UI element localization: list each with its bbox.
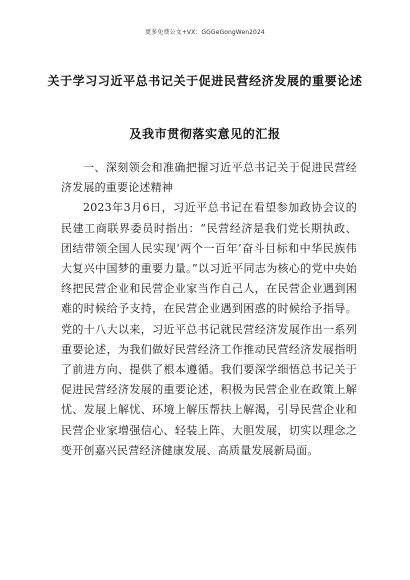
- document-title-line-1: 关于学习习近平总书记关于促进民营经济发展的重要论述: [47, 74, 363, 88]
- section-heading: 一、深刻领会和准确把握习近平总书记关于促进民营经济发展的重要论述精神: [61, 161, 357, 195]
- document-body: [61, 158, 357, 461]
- document-title-line-2: 及我市贯彻落实意见的汇报: [129, 127, 281, 141]
- paragraph: 2023年3月6日，习近平总书记在看望参加政协会议的民建工商联界委员时指出：“民营经济是我们党长期执政、团结带领全国人民实现‘两个一百年’奋斗目标和中华民族伟大复兴中国梦的重要力量。”以习近平同志为核心的党中央始终把民营企业和民营企业家当作自己人，在民营企业遇到困难的时候给予支持，在民营企业遇到困惑的时候给予指导。党的十八大以来，习近平总书记就民营经济发展作出一系列重要论述，为我们做好民营经济工作推动民营经济发展指明了前进方向、提供了根本遵循。我们要深学细悟总书记关于促进民营经济发展的重要论述，积极为民营企业在政策上解忧、发展上解忧、环境上解压帮扶上解渴，引导民营企业和民营企业家增强信心、轻装上阵、大胆发展，切实以理念之变开创嘉兴民营经济健康发展、高质量发展新局面。: [61, 201, 357, 457]
- header-note: 更多免费公文+VX：GGGeGongWen2024: [145, 29, 265, 36]
